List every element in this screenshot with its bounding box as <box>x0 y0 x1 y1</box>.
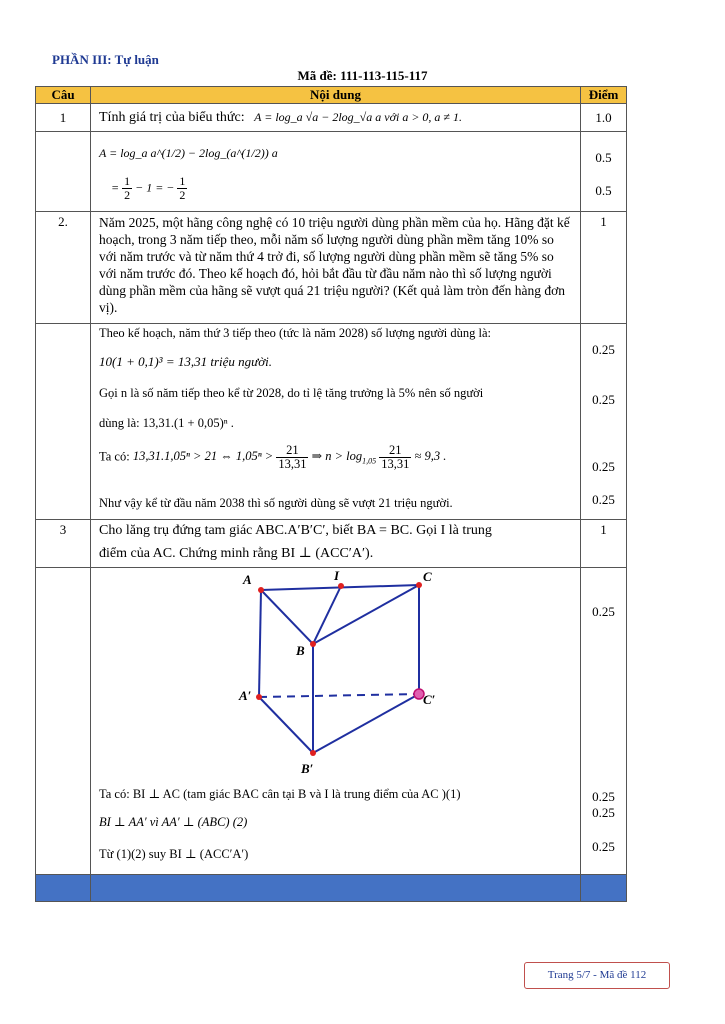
q2-prompt: Năm 2025, một hãng công nghệ có 10 triệu người dùng phần mềm của họ. Hãng đặt kế hoạch, trong 3 năm tiếp theo, mỗi năm số lượng người dùng phần mềm tăng 10% so với năm trước và từ năm thứ 4 trở đi, số lượng người dùng phần mềm sẽ tăng 5% so với năm trước đó. Theo kế hoạch đó, hỏi bắt đầu từ đầu năm nào thì số lượng người dùng phần mềm của hãng sẽ vượt quá 21 triệu người? (Kết quả làm tròn đến hàng đơn vị). <box>99 215 570 315</box>
point-a-prime <box>256 694 262 700</box>
table-row <box>36 568 627 875</box>
q3-s1-points: 0.25 <box>592 789 615 804</box>
q2-s4: dùng là: 13,31.(1 + 0,05)ⁿ . <box>99 416 234 430</box>
q2-s5-points: 0.25 <box>592 459 615 474</box>
section-title: PHẦN III: Tự luận <box>52 52 159 67</box>
header-content: Nội dung <box>91 87 581 104</box>
q3-prompt-b: điểm của AC. Chứng minh rằng BI ⊥ (ACC′A′). <box>99 546 374 561</box>
q3-solution-cell <box>91 568 581 875</box>
q1-prompt-cell <box>91 104 581 132</box>
label-i: I <box>334 570 340 583</box>
q3-prompt-cell <box>91 520 581 568</box>
q3-s3-points: 0.25 <box>592 839 615 854</box>
q2-s2-points: 0.25 <box>592 342 615 357</box>
label-a-prime: A′ <box>239 688 252 703</box>
table-row <box>36 212 627 324</box>
q3-prompt-a: Cho lăng trụ đứng tam giác ABC.A′B′C′, biết BA = BC. Gọi I là trung <box>99 523 492 538</box>
q1-solution-line2: = $\frac{1}{2}$ − 1 = − $\frac{1}{2}$ <box>111 174 186 202</box>
label-b-prime: B′ <box>301 761 314 776</box>
label-c: C <box>423 570 432 584</box>
q3-s1: Ta có: BI ⊥ AC (tam giác BAC cân tại B và I là trung điểm của AC )(1) <box>99 787 461 801</box>
q2-s5 <box>99 444 446 471</box>
q3-points: 1 <box>581 520 627 568</box>
fraction: $\frac{1}{2}$ <box>179 174 186 202</box>
q1-sol2-points: 0.5 <box>595 183 612 198</box>
q3-solution-points <box>581 568 627 875</box>
label-c-prime: C′ <box>423 692 436 707</box>
table-row <box>36 520 627 568</box>
band-cell <box>36 875 91 902</box>
point-a <box>258 587 264 593</box>
edge-ab <box>261 590 313 644</box>
edge-ac-prime-hidden <box>259 694 419 697</box>
empty-cell <box>36 324 91 520</box>
label-a: A <box>243 572 252 587</box>
q3-s3: Từ (1)(2) suy BI ⊥ (ACC′A′) <box>99 847 249 861</box>
q2-prompt-cell <box>91 212 581 324</box>
label-b: B <box>296 643 305 658</box>
table-row <box>36 104 627 132</box>
q1-prompt: Tính giá trị của biểu thức: <box>99 110 245 125</box>
q2-s5-math: 13,31.1,05ⁿ > 21 ⇔ 1,05ⁿ > $\frac{21}{13,31}$ ⇒ $n > \log_{1,05}$ $\frac{21}{13,31}$ ≈ 9,3 . <box>132 443 447 471</box>
table-row <box>36 324 627 520</box>
q2-points: 1 <box>581 212 627 324</box>
q2-s6: Như vậy kể từ đầu năm 2038 thì số người dùng sẽ vượt 21 triệu người. <box>99 496 453 510</box>
q2-solution-points <box>581 324 627 520</box>
q2-s1: Theo kế hoạch, năm thứ 3 tiếp theo (tức là năm 2028) số lượng người dùng là: <box>99 326 491 340</box>
edge-bc-prime <box>313 694 419 753</box>
page-indicator: Trang 5/7 - Mã đề 112 <box>524 962 670 989</box>
edge-bc <box>313 585 419 644</box>
point-i <box>338 583 344 589</box>
edge-aa <box>259 590 261 697</box>
q1-solution-line1: A = log_a a^(1/2) − 2log_(a^(1/2)) a <box>99 146 278 160</box>
fraction: $\frac{1}{2}$ <box>124 174 131 202</box>
point-b-prime <box>310 750 316 756</box>
table-header-row <box>36 87 627 104</box>
header-question: Câu <box>36 87 91 104</box>
q2-solution-cell <box>91 324 581 520</box>
q2-s3: Gọi n là số năm tiếp theo kể từ 2028, do tỉ lệ tăng trưởng là 5% nên số người <box>99 386 484 400</box>
exam-code: Mã đề: 111-113-115-117 <box>297 68 428 83</box>
point-b <box>310 641 316 647</box>
q1-solution-cell <box>91 132 581 212</box>
q2-s5-prefix: Ta có: <box>99 449 130 464</box>
q1-number: 1 <box>36 104 91 132</box>
q3-s2-points: 0.25 <box>592 805 615 820</box>
q1-solution-points <box>581 132 627 212</box>
q3-number: 3 <box>36 520 91 568</box>
empty-cell <box>36 132 91 212</box>
table-footer-band <box>36 875 627 902</box>
q2-s6-points: 0.25 <box>592 492 615 507</box>
q2-number: 2. <box>36 212 91 324</box>
q3-s2: BI ⊥ AA′ vì AA′ ⊥ (ABC) (2) <box>99 815 248 829</box>
q2-s2: 10(1 + 0,1)³ = 13,31 triệu người. <box>99 354 273 369</box>
q1-sol1-points: 0.5 <box>595 150 612 165</box>
q3-fig-points: 0.25 <box>592 604 615 619</box>
point-c <box>416 582 422 588</box>
empty-cell <box>36 568 91 875</box>
header-points: Điểm <box>581 87 627 104</box>
q1-points: 1.0 <box>581 104 627 132</box>
band-cell <box>91 875 581 902</box>
answer-table <box>35 86 627 902</box>
band-cell <box>581 875 627 902</box>
prism-figure <box>231 570 471 780</box>
edge-ab-prime <box>259 697 313 753</box>
table-row <box>36 132 627 212</box>
q2-s3-points: 0.25 <box>592 392 615 407</box>
q1-expression: A = log_a √a − 2log_√a a với a > 0, a ≠ 1. <box>254 110 463 124</box>
